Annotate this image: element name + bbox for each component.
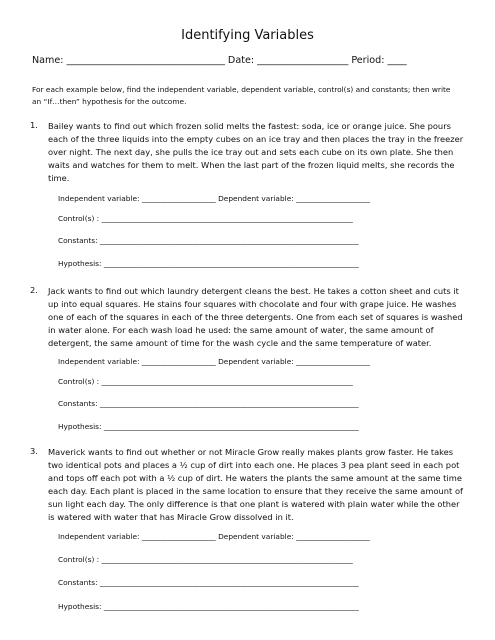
name-date-period-line: Name: _________________________________ Date: ___________________ Period: ____ [32,55,407,66]
question-3-number: 3. [30,446,38,456]
question-3-constants-line: Constants: ______________________________________________________________________ [58,578,359,587]
question-2-controls-line: Control(s) : ____________________________________________________________________ [58,377,353,386]
question-1-iv-dv-line: Independent variable: ____________________ Dependent variable: ____________________ [58,194,370,203]
question-3-text: Maverick wants to find out whether or not Miracle Grow really makes plants grow faster. He takes two identical pots and places a ½ cup of dirt into each one. He places 3 pea plant seed in each pot and tops off each pot with a ½ cup of dirt. He waters the plants the same amount at the same time each day. Each plant is placed in the same location to ensure that they receive the same amount of sun light each day. The only difference is that one plant is watered with plain water while the other is watered with water that has Miracle Grow dissolved in it. [48,447,463,522]
instructions: For each example below, find the independent variable, dependent variable, control(s) and constants; then write an “If…then” hypothesis for the outcome. [32,85,451,106]
question-1-number: 1. [30,120,38,130]
question-2-hypothesis-line: Hypothesis: _____________________________________________________________________ [58,422,359,431]
question-2-text: Jack wants to find out which laundry detergent cleans the best. He takes a cotton sheet and cuts it up into equal squares. He stains four squares with chocolate and four with grape juice. He washes one of each of the squares in each of the three detergents. One from each set of squares is washed in water alone. For each wash load he used: the same amount of water, the same amount of detergent, the same amount of time for the wash cycle and the same temperature of water. [48,286,463,348]
question-2-constants-line: Constants: ______________________________________________________________________ [58,399,359,408]
question-3-hypothesis-line: Hypothesis: _____________________________________________________________________ [58,602,359,611]
question-1-constants-line: Constants: ______________________________________________________________________ [58,236,359,245]
question-3-controls-line: Control(s) : ____________________________________________________________________ [58,555,353,564]
page-title: Identifying Variables [181,28,314,43]
question-1-hypothesis-line: Hypothesis: _____________________________________________________________________ [58,259,359,268]
question-1-controls-line: Control(s) : ____________________________________________________________________ [58,214,353,223]
question-1-text: Bailey wants to find out which frozen solid melts the fastest: soda, ice or orange juice. She pours each of the three liquids into the empty cubes on an ice tray and then places the tray in the freezer over night. The next day, she pulls the ice tray out and sets each cube on its own plate. She then waits and watches for them to melt. When the last part of the frozen liquid melts, she records the time. [48,121,464,183]
question-2-number: 2. [30,285,38,295]
question-2-iv-dv-line: Independent variable: ____________________ Dependent variable: ____________________ [58,357,370,366]
question-3-iv-dv-line: Independent variable: ____________________ Dependent variable: ____________________ [58,532,370,541]
